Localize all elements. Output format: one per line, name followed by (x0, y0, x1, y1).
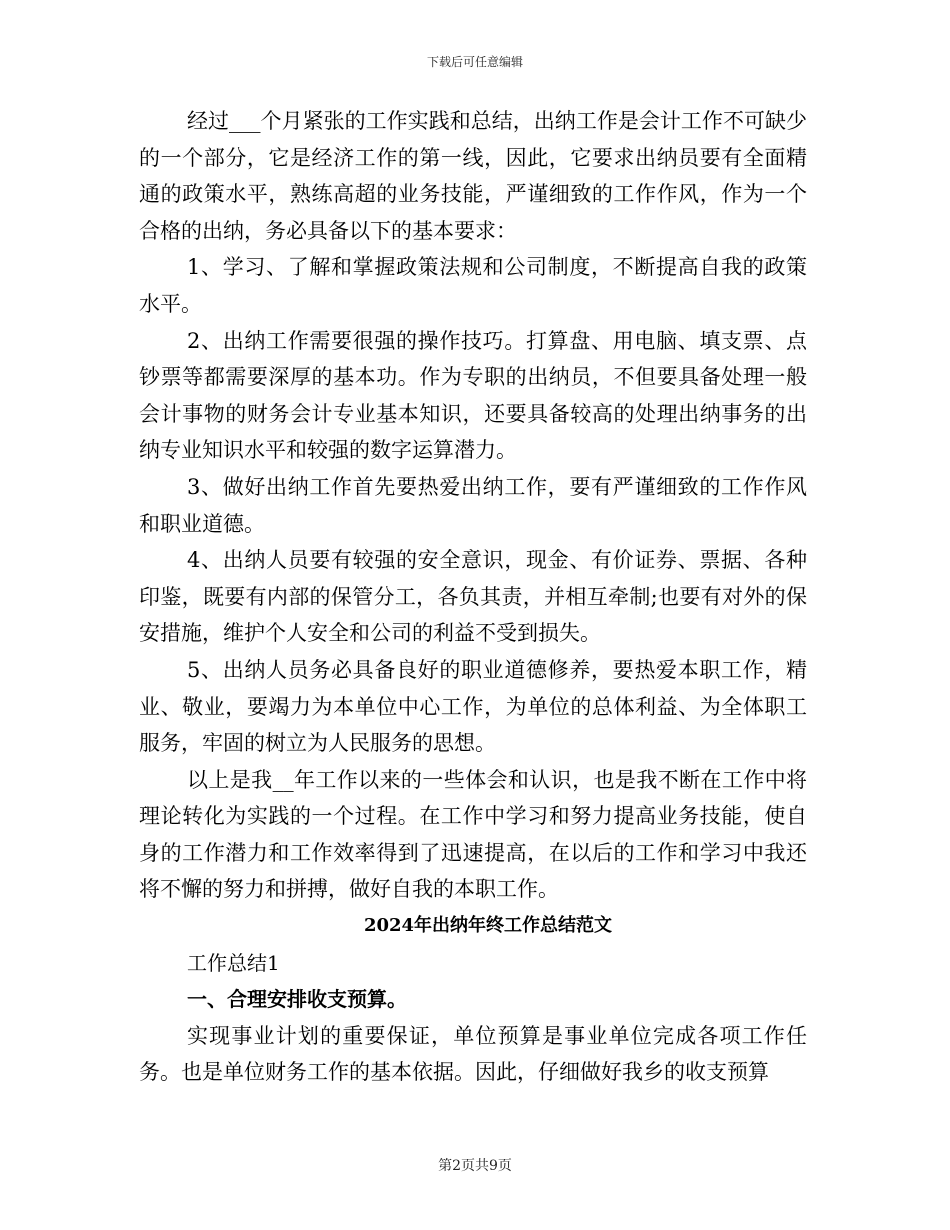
document-body (139, 103, 807, 1091)
paragraph-item-1: 1、学习、了解和掌握政策法规和公司制度，不断提高自我的政策水平。 (139, 255, 807, 316)
section-heading: 一、合理安排收支预算。 (187, 987, 407, 1012)
paragraph-item-4: 4、出纳人员要有较强的安全意识，现金、有价证券、票据、各种印鉴，既要有内部的保管分工，各负其责，并相互牵制;也要有对外的保安措施，维护个人安全和公司的利益不受到损失。 (139, 548, 807, 646)
page-header: 下载后可任意编辑 (426, 55, 523, 69)
paragraph-item-5: 5、出纳人员务必具备良好的职业道德修养，要热爱本职工作，精业、敬业，要竭力为本单位中心工作，为单位的总体利益、为全体职工服务，牢固的树立为人民服务的思想。 (139, 657, 807, 756)
paragraph-budget: 实现事业计划的重要保证，单位预算是事业单位完成各项工作任务。也是单位财务工作的基本依据。因此，仔细做好我乡的收支预算 (139, 1023, 807, 1085)
paragraph-item-2: 2、出纳工作需要很强的操作技巧。打算盘、用电脑、填支票、点钞票等都需要深厚的基本功。作为专职的出纳员，不但要具备处理一般会计事物的财务会计专业基本知识，还要具备较高的处理出纳事务的出纳专业知识水平和较强的数字运算潜力。 (139, 328, 807, 463)
page-footer: 第2页共9页 (438, 1158, 512, 1174)
section-title: 2024年出纳年终工作总结范文 (363, 915, 613, 937)
paragraph-conclusion: 以上是我__年工作以来的一些体会和认识，也是我不断在工作中将理论转化为实践的一个过程。在工作中学习和努力提高业务技能，使自身的工作潜力和工作效率得到了迅速提高，在以后的工作和学习中我还将不懈的努力和拼搏，做好自我的本职工作。 (139, 767, 807, 902)
subtitle: 工作总结1 (187, 950, 280, 975)
paragraph-intro: 经过___个月紧张的工作实践和总结，出纳工作是会计工作不可缺少的一个部分，它是经济工作的第一线，因此，它要求出纳员要有全面精通的政策水平，熟练高超的业务技能，严谨细致的工作作风，作为一个合格的出纳，务必具备以下的基本要求： (139, 109, 807, 243)
paragraph-item-3: 3、做好出纳工作首先要热爱出纳工作，要有严谨细致的工作作风和职业道德。 (139, 474, 807, 536)
